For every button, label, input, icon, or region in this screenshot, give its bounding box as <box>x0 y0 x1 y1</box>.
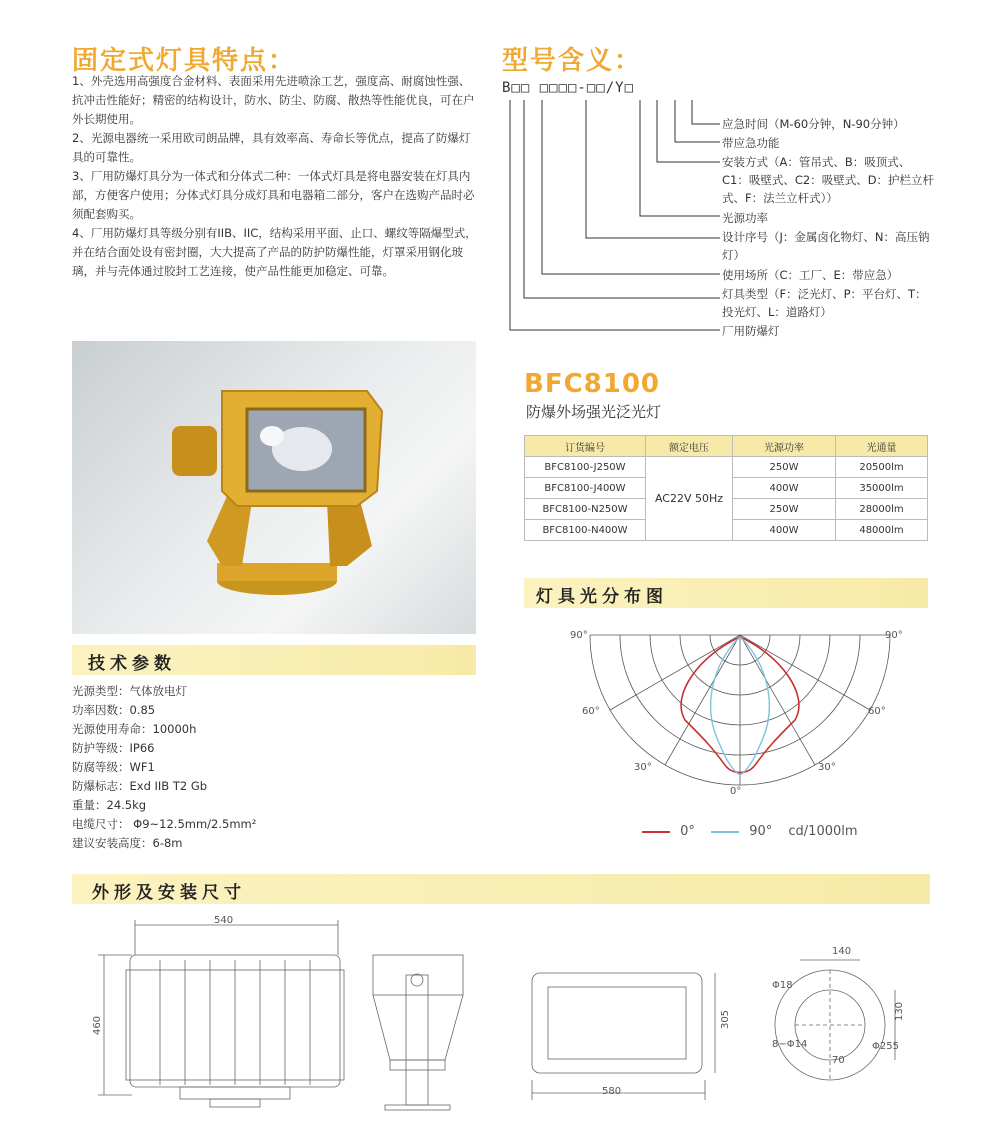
legend-power: 光源功率 <box>722 211 768 225</box>
order-code: BFC8100-J400W <box>525 478 646 499</box>
product-subtitle: 防爆外场强光泛光灯 <box>526 403 662 421</box>
spec-table <box>524 435 928 541</box>
dim-130: 130 <box>894 1001 906 1022</box>
luminous-flux: 28000lm <box>836 499 928 520</box>
luminous-flux: 48000lm <box>836 520 928 541</box>
table-row <box>525 457 928 478</box>
dim-580: 580 <box>602 1086 622 1097</box>
tech-item: 防腐等级：WF1 <box>72 760 155 774</box>
rated-voltage: AC22V 50Hz <box>646 457 733 541</box>
lamp-power: 400W <box>733 478 836 499</box>
legend-line-90 <box>711 831 739 833</box>
legend-usage-place: 使用场所（C：工厂、E：带应急） <box>722 268 899 282</box>
distribution-band <box>524 578 928 608</box>
model-title: 型号含义： <box>502 46 643 76</box>
luminous-flux: 20500lm <box>836 457 928 478</box>
angle-label: 60° <box>868 706 886 717</box>
tech-item: 防爆标志：Exd IIB T2 Gb <box>72 779 208 793</box>
dim-phi18: Φ18 <box>772 980 793 991</box>
product-photo <box>72 341 476 634</box>
order-code: BFC8100-N250W <box>525 499 646 520</box>
legend-label-0: 0° <box>680 824 695 839</box>
order-code: BFC8100-J250W <box>525 457 646 478</box>
tech-item: 电缆尺寸： Φ9~12.5mm/2.5mm² <box>72 817 257 831</box>
dim-70: 70 <box>832 1055 845 1066</box>
tech-item: 光源使用寿命：10000h <box>72 722 197 736</box>
luminous-flux: 35000lm <box>836 478 928 499</box>
dim-phi14: 8−Φ14 <box>772 1039 808 1050</box>
dimensions-band <box>72 874 930 904</box>
angle-label: 0° <box>730 786 742 797</box>
tech-title: 技术参数 <box>88 654 176 674</box>
dim-305: 305 <box>720 1009 732 1030</box>
table-header: 额定电压 <box>646 436 733 457</box>
dim-phi255: Φ255 <box>872 1041 899 1052</box>
angle-label: 90° <box>570 630 588 641</box>
angle-label: 60° <box>582 706 600 717</box>
legend-line-0 <box>642 831 670 833</box>
legend-install-method: 安装方式（A：管吊式、B：吸顶式、C1：吸壁式、C2：吸壁式、D：护栏立杆式、F：法兰立杆式）） <box>722 155 935 205</box>
tech-band <box>72 645 476 675</box>
dim-540: 540 <box>214 915 234 926</box>
dimension-drawings <box>90 915 920 1115</box>
distribution-title: 灯具光分布图 <box>536 587 668 607</box>
order-code: BFC8100-N400W <box>525 520 646 541</box>
legend-label-90: 90° <box>749 824 773 839</box>
legend-factory-lamp: 厂用防爆灯 <box>722 324 780 338</box>
light-distribution-diagram <box>560 625 920 810</box>
table-header: 订货编号 <box>525 436 646 457</box>
table-header: 光源功率 <box>733 436 836 457</box>
tech-item: 防护等级：IP66 <box>72 741 155 755</box>
table-header-row <box>525 436 928 457</box>
angle-label: 30° <box>634 762 652 773</box>
tech-list <box>72 682 256 853</box>
legend-design-number: 设计序号（J：金属卤化物灯、N：高压钠灯） <box>722 230 930 262</box>
angle-label: 90° <box>885 630 903 641</box>
tech-item: 功率因数：0.85 <box>72 703 156 717</box>
dim-140: 140 <box>832 946 852 957</box>
lamp-power: 250W <box>733 499 836 520</box>
tech-item: 光源类型：气体放电灯 <box>72 684 187 698</box>
angle-label: 30° <box>818 762 836 773</box>
table-header: 光通量 <box>836 436 928 457</box>
lamp-power: 400W <box>733 520 836 541</box>
legend-unit: cd/1000lm <box>788 824 858 839</box>
features-text <box>72 72 480 281</box>
model-code: B□□ □□□□-□□/Y□ <box>502 80 635 96</box>
dimensions-title: 外形及安装尺寸 <box>92 883 246 903</box>
legend-emergency-function: 带应急功能 <box>722 136 780 150</box>
floodlight-illustration <box>72 341 476 634</box>
legend-lamp-type: 灯具类型（F：泛光灯、P：平台灯、T：投光灯、L：道路灯） <box>722 287 927 319</box>
distribution-legend <box>642 824 858 839</box>
tech-item: 重量：24.5kg <box>72 798 147 812</box>
feature-paragraph-3: 3、厂用防爆灯具分为一体式和分体式二种：一体式灯具是将电器安装在灯具内部，方便客户使用；分体式灯具分成灯具和电器箱二部分，客户在选购产品时必须配套购买。 <box>72 169 475 221</box>
product-name: BFC8100 <box>524 369 661 399</box>
feature-paragraph-1: 1、外壳选用高强度合金材料、表面采用先进喷涂工艺，强度高、耐腐蚀性强、抗冲击性能好；精密的结构设计，防水、防尘、防腐、散热等性能优良，可在户外长期使用。 <box>72 74 475 126</box>
feature-paragraph-2: 2、光源电器统一采用欧司朗品牌，具有效率高、寿命长等优点，提高了防爆灯具的可靠性。 <box>72 131 471 164</box>
tech-item: 建议安装高度：6-8m <box>72 836 183 850</box>
feature-paragraph-4: 4、厂用防爆灯具等级分别有IIB、IIC，结构采用平面、止口、螺纹等隔爆型式，并在结合面处设有密封圈，大大提高了产品的防护防爆性能，灯罩采用钢化玻璃，并与壳体通过胶封工艺连接，使产品性能更加稳定、可靠。 <box>72 226 477 278</box>
legend-emergency-time: 应急时间（M-60分钟，N-90分钟） <box>722 117 905 131</box>
lamp-power: 250W <box>733 457 836 478</box>
dim-460: 460 <box>92 1015 104 1036</box>
features-title: 固定式灯具特点： <box>72 46 297 76</box>
model-bracket-lines <box>500 96 730 336</box>
